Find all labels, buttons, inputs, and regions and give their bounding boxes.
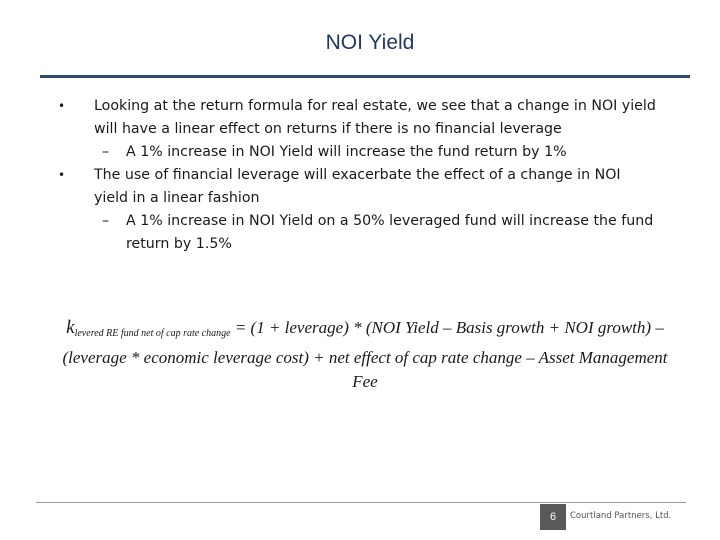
bullet-text: Looking at the return formula for real estate, we see that a change in NOI yield will have a linear effect on returns if there is no financial leverage: [94, 98, 656, 137]
sub-bullet-text: A 1% increase in NOI Yield will increase the fund return by 1%: [126, 144, 567, 160]
sub-bullet-text: A 1% increase in NOI Yield on a 50% leveraged fund will increase the fund return by 1.5%: [126, 213, 654, 252]
return-formula: [50, 316, 680, 394]
bullet-item: [58, 95, 658, 141]
bullet-dot: •: [58, 99, 66, 113]
title-divider: [40, 75, 690, 78]
formula-expression: = (1 + leverage) * (NOI Yield – Basis growth + NOI growth) – (leverage * economic leverage cost) + net effect of cap rate change – Asset Management Fee: [62, 318, 668, 391]
slide-title: NOI Yield: [325, 31, 415, 54]
bullet-item: [58, 164, 658, 210]
bullet-text: The use of financial leverage will exacerbate the effect of a change in NOI yield in a linear fashion: [94, 167, 621, 206]
bullet-list: [58, 95, 658, 256]
formula-subscript: levered RE fund net of cap rate change: [74, 328, 231, 339]
sub-bullet-dash: –: [102, 144, 110, 160]
footer-divider: [36, 502, 686, 503]
sub-bullet-item: [58, 210, 658, 256]
sub-bullet-dash: –: [102, 213, 110, 229]
company-name: Courtland Partners, Ltd.: [570, 511, 672, 521]
formula-symbol: k: [66, 317, 75, 338]
sub-bullet-item: [58, 141, 658, 164]
page-number-badge: 6: [540, 504, 566, 530]
bullet-dot: •: [58, 168, 66, 182]
